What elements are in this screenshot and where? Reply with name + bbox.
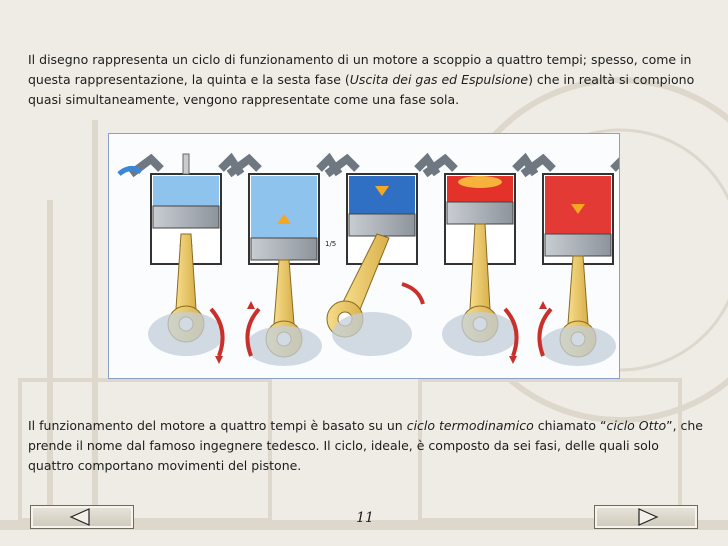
body-text-2: chiamato “ (533, 418, 607, 433)
combustion-stroke-cylinder (425, 159, 535, 364)
intro-paragraph (28, 50, 708, 110)
body-text-3: ”, che prende il nome dal famoso ingegnere tedesco. Il ciclo, ideale, è composto da sei fasi, delle quali solo quattro comportano movimenti del pistone. (28, 418, 704, 473)
four-stroke-engine-figure (108, 133, 620, 379)
body-text-1: Il funzionamento del motore a quattro tempi è basato su un (28, 418, 407, 433)
intro-text-2: ) che in realtà si compiono quasi simultaneamente, vengono rappresentate come una fase sola. (28, 72, 695, 107)
next-slide-button[interactable] (594, 505, 698, 529)
stroke-ratio-label: 1/5 (325, 240, 337, 248)
right-triangle-icon (595, 506, 697, 528)
exhaust-stroke-cylinder (523, 159, 619, 366)
body-emphasis-1: ciclo termodinamico (406, 418, 534, 433)
compression-stroke-cylinder (229, 159, 339, 366)
previous-slide-button[interactable] (30, 505, 134, 529)
page-number: 11 (356, 510, 374, 526)
intro-text-1: Il disegno rappresenta un ciclo di funzionamento di un motore a scoppio a quattro tempi; spesso, come in questa rappresentazione, la quinta e la sesta fase ( (28, 52, 692, 87)
intro-emphasis: Uscita dei gas ed Espulsione (349, 72, 529, 87)
body-emphasis-2: ciclo Otto (606, 418, 667, 433)
ignition-cylinder (327, 159, 437, 356)
left-triangle-icon (31, 506, 133, 528)
intake-stroke-cylinder (119, 154, 241, 364)
body-paragraph (28, 416, 708, 476)
engine-cycle-illustration (109, 134, 619, 378)
